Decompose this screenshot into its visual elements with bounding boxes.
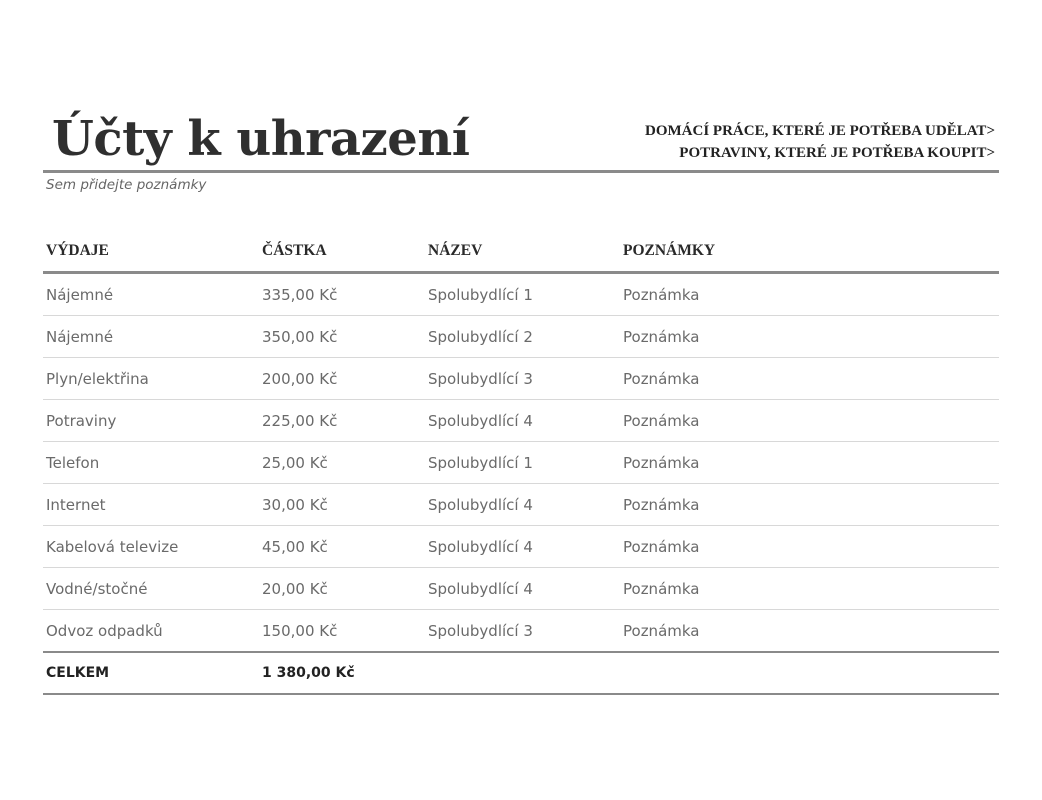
name-cell[interactable]: Spolubydlící 4 xyxy=(425,526,620,568)
total-label: CELKEM xyxy=(43,652,259,694)
amount-cell[interactable]: 25,00 Kč xyxy=(259,442,425,484)
note-cell[interactable]: Poznámka xyxy=(620,316,999,358)
amount-cell[interactable]: 150,00 Kč xyxy=(259,610,425,653)
total-empty-cell xyxy=(620,652,999,694)
header-expense: VÝDAJE xyxy=(43,231,259,273)
amount-cell[interactable]: 30,00 Kč xyxy=(259,484,425,526)
amount-cell[interactable]: 350,00 Kč xyxy=(259,316,425,358)
expense-cell[interactable]: Odvoz odpadků xyxy=(43,610,259,653)
table-row xyxy=(43,526,999,568)
page-title: Účty k uhrazení xyxy=(52,111,470,167)
amount-cell[interactable]: 200,00 Kč xyxy=(259,358,425,400)
table-row xyxy=(43,358,999,400)
name-cell[interactable]: Spolubydlící 3 xyxy=(425,610,620,653)
header xyxy=(43,112,999,173)
table-row xyxy=(43,273,999,316)
total-row xyxy=(43,652,999,694)
notes-text[interactable]: Sem přidejte poznámky xyxy=(46,177,207,193)
name-cell[interactable]: Spolubydlící 2 xyxy=(425,316,620,358)
name-cell[interactable]: Spolubydlící 1 xyxy=(425,273,620,316)
expense-cell[interactable]: Internet xyxy=(43,484,259,526)
total-empty-cell xyxy=(425,652,620,694)
expense-cell[interactable]: Plyn/elektřina xyxy=(43,358,259,400)
table-row xyxy=(43,442,999,484)
header-links xyxy=(645,120,995,164)
expense-cell[interactable]: Nájemné xyxy=(43,316,259,358)
expense-cell[interactable]: Vodné/stočné xyxy=(43,568,259,610)
name-cell[interactable]: Spolubydlící 4 xyxy=(425,484,620,526)
expense-cell[interactable]: Kabelová televize xyxy=(43,526,259,568)
chores-link[interactable]: DOMÁCÍ PRÁCE, KTERÉ JE POTŘEBA UDĚLAT> xyxy=(645,123,995,139)
expense-cell[interactable]: Potraviny xyxy=(43,400,259,442)
table-row xyxy=(43,316,999,358)
name-cell[interactable]: Spolubydlící 3 xyxy=(425,358,620,400)
note-cell[interactable]: Poznámka xyxy=(620,358,999,400)
table-header-row xyxy=(43,231,999,273)
total-amount: 1 380,00 Kč xyxy=(259,652,425,694)
bill-sheet xyxy=(43,112,999,695)
amount-cell[interactable]: 20,00 Kč xyxy=(259,568,425,610)
groceries-link[interactable]: POTRAVINY, KTERÉ JE POTŘEBA KOUPIT> xyxy=(679,145,995,161)
amount-cell[interactable]: 335,00 Kč xyxy=(259,273,425,316)
note-cell[interactable]: Poznámka xyxy=(620,273,999,316)
note-cell[interactable]: Poznámka xyxy=(620,526,999,568)
note-cell[interactable]: Poznámka xyxy=(620,568,999,610)
name-cell[interactable]: Spolubydlící 4 xyxy=(425,568,620,610)
expense-cell[interactable]: Telefon xyxy=(43,442,259,484)
table-row xyxy=(43,484,999,526)
note-cell[interactable]: Poznámka xyxy=(620,610,999,653)
header-name: NÁZEV xyxy=(425,231,620,273)
header-notes: POZNÁMKY xyxy=(620,231,999,273)
table-row xyxy=(43,568,999,610)
expense-cell[interactable]: Nájemné xyxy=(43,273,259,316)
amount-cell[interactable]: 225,00 Kč xyxy=(259,400,425,442)
bills-table xyxy=(43,231,999,695)
name-cell[interactable]: Spolubydlící 4 xyxy=(425,400,620,442)
header-amount: ČÁSTKA xyxy=(259,231,425,273)
name-cell[interactable]: Spolubydlící 1 xyxy=(425,442,620,484)
note-cell[interactable]: Poznámka xyxy=(620,400,999,442)
note-cell[interactable]: Poznámka xyxy=(620,484,999,526)
note-cell[interactable]: Poznámka xyxy=(620,442,999,484)
amount-cell[interactable]: 45,00 Kč xyxy=(259,526,425,568)
table-row xyxy=(43,610,999,653)
table-row xyxy=(43,400,999,442)
